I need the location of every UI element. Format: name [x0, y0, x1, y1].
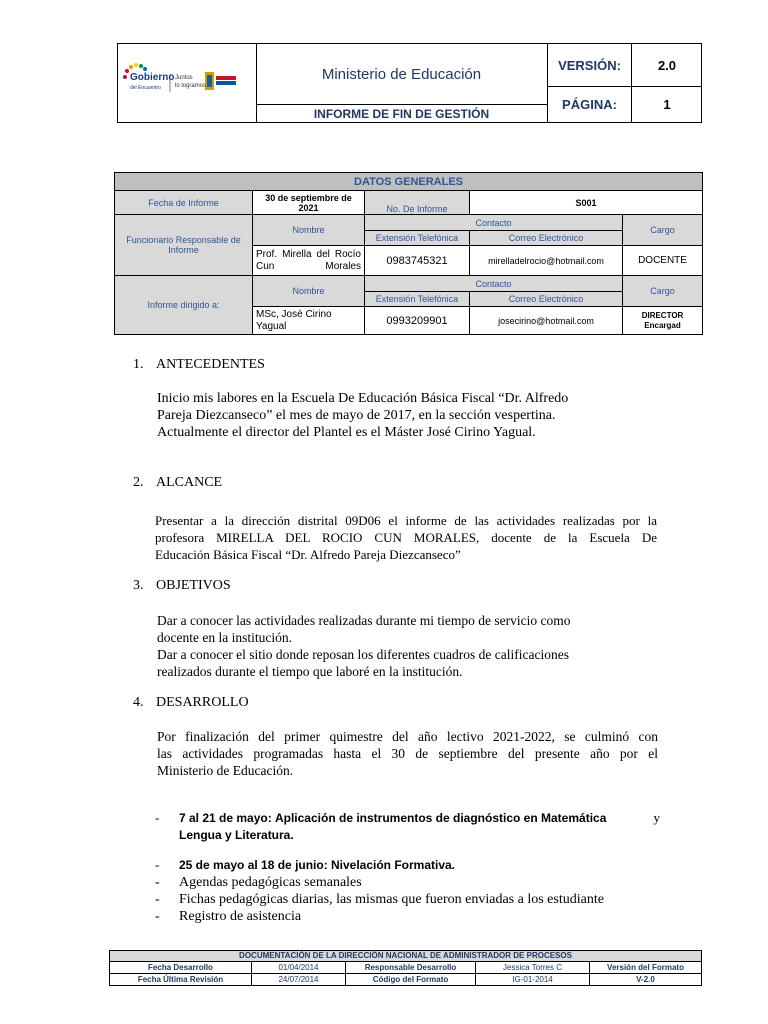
extension-header: Extensión Telefónica	[365, 231, 470, 246]
text-line: profesora MIRELLA DEL ROCIO CUN MORALES, docente de la Escuela De	[155, 530, 657, 545]
footer-cell: V-2.0	[590, 974, 702, 986]
version-label: VERSIÓN:	[548, 44, 632, 87]
bullet-date: 25 de mayo al 18 de junio:	[179, 858, 328, 872]
logo-text-juntos: Juntos	[175, 75, 193, 81]
dirigido-cargo: DIRECTOR Encargad	[623, 307, 703, 335]
footer-cell: 01/04/2014	[252, 962, 346, 974]
text-line: las actividades programadas hasta el 30 de septiembre del presente año por el	[157, 746, 658, 761]
page-value: 1	[663, 97, 671, 112]
cargo-header-2: Cargo	[623, 276, 703, 307]
fecha-informe-value: 30 de septiembre de 2021	[253, 191, 365, 215]
correo-header-2: Correo Electrónico	[470, 292, 623, 307]
bullet-text: Agendas pedagógicas semanales	[179, 875, 362, 890]
list-item	[155, 891, 604, 908]
footer-cell: Fecha Última Revisión	[110, 974, 252, 986]
no-informe-value: S001	[470, 191, 703, 215]
list-item	[155, 908, 301, 925]
fecha-informe-label: Fecha de Informe	[115, 191, 253, 215]
text-line: Dar a conocer las actividades realizadas durante mi tiempo de servicio como	[157, 613, 571, 628]
logo-text-encuentro: del Encuentro	[130, 85, 161, 91]
correo-header: Correo Electrónico	[470, 231, 623, 246]
ministry-name: Ministerio de Educación	[256, 44, 547, 105]
text-line: Por finalización del primer quimestre del año lectivo 2021-2022, se culminó con	[157, 729, 658, 744]
responsable-correo: mirelladelrocio@hotmail.com	[470, 246, 623, 276]
bullet-dash: -	[155, 857, 160, 872]
report-title: INFORME DE FIN DE GESTIÓN	[313, 106, 490, 121]
bullet-dash: -	[155, 892, 160, 907]
contacto-header: Contacto	[365, 215, 623, 231]
bullet-dash: -	[155, 875, 160, 890]
government-logo	[118, 44, 257, 122]
desarrollo-paragraph	[157, 728, 658, 779]
funcionario-label: Funcionario Responsable de Informe	[115, 215, 253, 276]
section-objetivos-heading	[133, 578, 231, 594]
footer-cell: 24/07/2014	[252, 974, 346, 986]
section-title: ANTECEDENTES	[156, 357, 265, 372]
responsable-telefono: 0983745321	[365, 246, 470, 276]
bullet-text: Nivelación Formativa.	[330, 858, 456, 872]
footer-cell: Jessica Torres C	[476, 962, 590, 974]
section-alcance-heading	[133, 475, 222, 491]
list-item	[155, 856, 455, 874]
text-line: realizados durante el tiempo que laboré en la institución.	[157, 664, 463, 679]
text-line: Inicio mis labores en la Escuela De Educación Básica Fiscal “Dr. Alfredo	[157, 391, 569, 406]
text-line: Pareja Diezcanseco” el mes de mayo de 2017, en la sección vespertina.	[157, 408, 556, 423]
bullet-text: Lengua y Literatura.	[179, 828, 294, 842]
text-line: Ministerio de Educación.	[157, 763, 294, 778]
section-number: 3.	[133, 578, 144, 593]
footer-cell: Código del Formato	[346, 974, 476, 986]
footer-cell: Versión del Formato	[590, 962, 702, 974]
document-header	[117, 43, 702, 123]
bullet-text: Registro de asistencia	[179, 909, 302, 924]
extension-header-2: Extensión Telefónica	[365, 292, 470, 307]
list-item	[155, 809, 660, 827]
bullet-dash: -	[155, 810, 160, 825]
list-item	[155, 874, 362, 891]
footer-title: DOCUMENTACIÓN DE LA DIRECCIÓN NACIONAL DE ADMINISTRADOR DE PROCESOS	[110, 951, 702, 962]
text-line: Educación Básica Fiscal “Dr. Alfredo Pareja Diezcanseco”	[155, 547, 461, 562]
header-title-block	[256, 44, 548, 122]
logo-text-gobierno: Gobierno	[130, 72, 175, 83]
list-item-continuation	[179, 826, 294, 844]
section-number: 1.	[133, 357, 144, 372]
section-title: OBJETIVOS	[156, 578, 231, 593]
bullet-text: y	[653, 810, 660, 825]
section-title: ALCANCE	[156, 475, 223, 490]
text-line: Actualmente el director del Plantel es el Máster José Cirino Yagual.	[157, 425, 536, 440]
section-number: 4.	[133, 695, 144, 710]
version-value: 2.0	[632, 44, 702, 87]
bullet-text: Fichas pedagógicas diarias, las mismas que fueron enviadas a los estudiante	[179, 892, 604, 907]
text-line: docente en la institución.	[157, 630, 292, 645]
section-number: 2.	[133, 475, 144, 490]
dirigido-telefono: 0993209901	[365, 307, 470, 335]
footer-cell: Responsable Desarrollo	[346, 962, 476, 974]
bullet-dash: -	[155, 909, 160, 924]
page-label: PÁGINA:	[548, 87, 632, 122]
bullet-text: Aplicación de instrumentos de diagnóstico en Matemática	[274, 811, 607, 825]
datos-generales-title: DATOS GENERALES	[115, 173, 703, 191]
cargo-header: Cargo	[623, 215, 703, 246]
nombre-header-2: Nombre	[253, 276, 365, 307]
contacto-header-2: Contacto	[365, 276, 623, 292]
nombre-header: Nombre	[253, 215, 365, 246]
text-line: Presentar a la dirección distrital 09D06 el informe de las actividades realizadas por la	[155, 513, 657, 528]
responsable-nombre: Prof. Mirella del Rocío Cun Morales	[253, 246, 365, 276]
footer-cell: IG-01-2014	[476, 974, 590, 986]
dirigido-correo: josecirino@hotmail.com	[470, 307, 623, 335]
datos-generales-table	[114, 172, 703, 335]
footer-cell: Fecha Desarrollo	[110, 962, 252, 974]
antecedentes-paragraph	[157, 390, 627, 441]
dirigido-label: Informe dirigido a:	[115, 276, 253, 335]
text-line: Dar a conocer el sitio donde reposan los diferentes cuadros de calificaciones	[157, 647, 569, 662]
section-antecedentes-heading	[133, 357, 265, 373]
responsable-cargo: DOCENTE	[623, 246, 703, 276]
bullet-date: 7 al 21 de mayo:	[179, 811, 272, 825]
section-desarrollo-heading	[133, 695, 249, 711]
logo-text-logramos: lo logramos	[175, 83, 207, 89]
alcance-paragraph	[155, 512, 657, 563]
footer-table	[109, 950, 702, 986]
no-informe-label: No. De Informe	[365, 191, 470, 215]
dirigido-nombre: MSc, José Cirino Yagual	[253, 307, 365, 335]
section-title: DESARROLLO	[156, 695, 249, 710]
objetivos-paragraph	[157, 612, 657, 680]
